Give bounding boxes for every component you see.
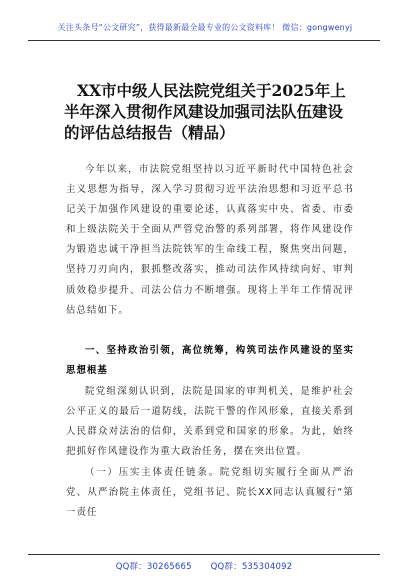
intro-paragraph: 今年以来，市法院党组坚持以习近平新时代中国特色社会主义思想为指导，深入学习贯彻习近平法治思想和习近平总书记关于加强作风建设的重要论述，认真落实中央、省委、市委和上级法院关于全面从严管党治警的系列部署，将作风建设作为锻造忠诚干净担当法院铁军的生命线工程，聚焦突出问题，坚持刀刃向内，狠抓整改落实，推动司法作风持续向好、审判质效稳步提升、司法公信力不断增强。现将上半年工作情况评估总结如下。 [66,164,354,316]
subsection-paragraph: （一）压实主体责任链条。院党组切实履行全面从严治党、从严治院主体责任，党组书记、院长XX同志认真履行“第一责任 [66,467,354,519]
header-divider [28,40,380,41]
header-promo-note: 关注头条号“公文研究”，获得最新最全最专业的公文资料库！ 微信：gongwenyj [57,23,353,32]
footer-qq-group-2: QQ群：535304092 [210,562,293,572]
section-heading: 一、坚持政治引领，高位统筹，构筑司法作风建设的坚实思想根基 [66,345,354,377]
footer-divider [28,554,380,555]
body-paragraph: 院党组深刻认识到，法院是国家的审判机关，是维护社会公平正义的最后一道防线，法院干警的作风形象，直接关系到人民群众对法治的信仰，关系到党和国家的形象。为此，始终把抓好作风建设作为重大政治任务，摆在突出位置。 [66,386,354,458]
footer-qq-group-1: QQ群：30265665 [115,562,192,572]
document-title: XX市中级人民法院党组关于2025年上半年深入贯彻作风建设加强司法队伍建设的评估总结报告（精品） [64,81,346,142]
footer [0,560,408,572]
